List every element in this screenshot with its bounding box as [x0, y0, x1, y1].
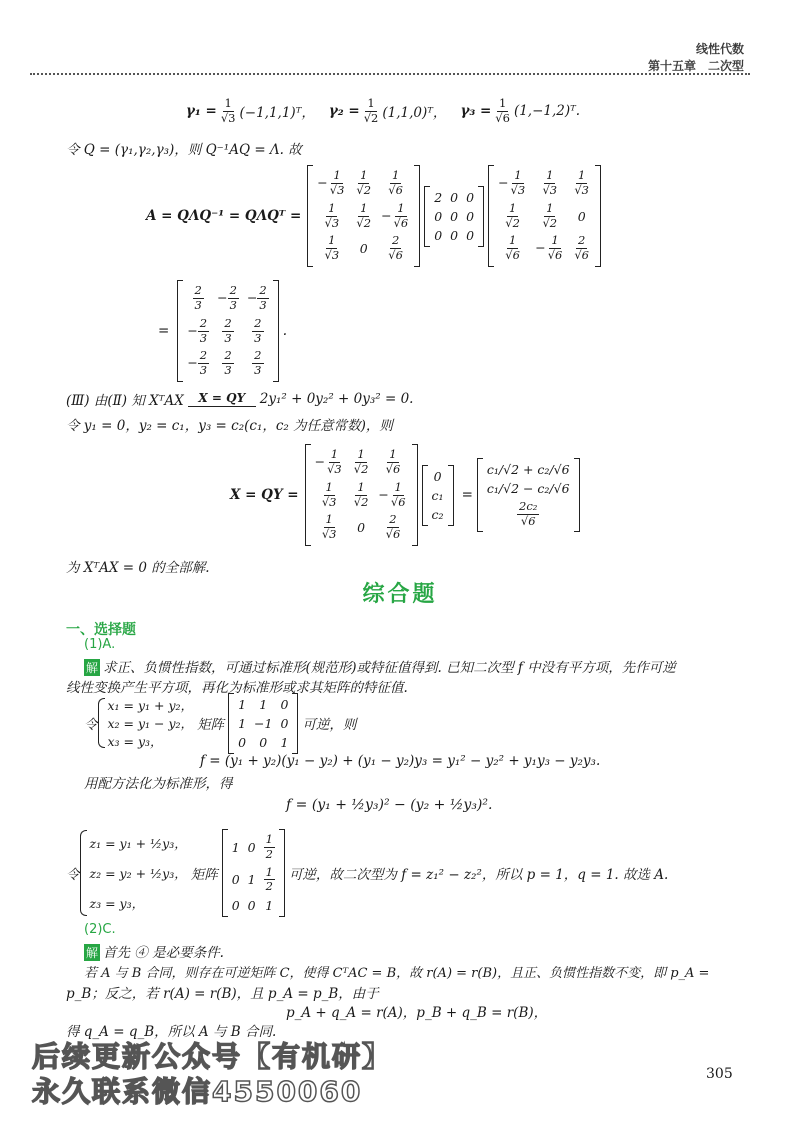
- matrix-q: [307, 165, 420, 267]
- q1-substitution: [84, 697, 356, 749]
- matrix-cell: 0: [238, 734, 247, 750]
- a-eq-label: A = QΛQ⁻¹ = QΛQᵀ =: [146, 208, 302, 224]
- f-square-form: f = (y₁ + ½y₃)² − (y₂ + ½y₃)².: [286, 797, 493, 813]
- q2-line2: 若 A 与 B 合同，则存在可逆矩阵 C，使得 CᵀAC = B，故 r(A) = r(B)，且正、负惯性指数不变，即 p_A =: [84, 966, 710, 981]
- chapter-title: 第十五章 二次型: [647, 59, 744, 73]
- matrix-cell: 0: [433, 468, 442, 484]
- q2-line3: p_B；反之，若 r(A) = r(B)，且 p_A = p_B，由于: [66, 986, 379, 1002]
- matrix-cell: − $\frac{1}{√6}$: [381, 200, 409, 230]
- a-result: [158, 278, 287, 384]
- eq-sign-2: =: [461, 487, 473, 503]
- matrix-cell: 0: [466, 208, 475, 224]
- matrix-cell: 0: [247, 898, 256, 914]
- a-decomposition: [146, 158, 601, 274]
- matrix-cell: $\frac{1}{√2}$: [353, 479, 369, 509]
- matrix-q-transpose: [488, 165, 601, 267]
- solution-badge: 解: [86, 661, 99, 675]
- matrix-cell: 1: [238, 696, 247, 712]
- vector-x: [477, 458, 580, 533]
- let-word: 令: [84, 717, 98, 733]
- watermark-line1: 后续更新公众号【有机研】: [32, 1040, 393, 1073]
- matrix-cell: $\frac{1}{√6}$: [385, 447, 401, 476]
- matrix-substitution-2: [222, 829, 285, 917]
- matrix-cell: $\frac{2}{√6}$: [388, 233, 403, 263]
- matrix-cell: 0: [577, 208, 586, 224]
- matrix-cell: − $\frac{2}{3}$: [187, 348, 208, 378]
- matrix-word-2: 矩阵: [190, 867, 218, 883]
- matrix-cell: $\frac{\text{2c₂}}{√6}$: [519, 498, 538, 528]
- f-expansion: f = (y₁ + y₂)(y₁ − y₂) + (y₁ − y₂)y₃ = y₁² − y₂² + y₁y₃ − y₂y₃.: [200, 753, 601, 769]
- q2-solution-line1: 解 首先 ④ 是必要条件.: [86, 945, 224, 961]
- matrix-cell: 1: [259, 696, 268, 712]
- matrix-cell: $\frac{2}{3}$: [224, 348, 232, 378]
- matrix-q-repeat: [305, 444, 418, 546]
- book-title: 线性代数: [695, 42, 744, 56]
- matrix-cell: 0: [450, 227, 459, 243]
- matrix-cell: $\frac{1}{2}$: [265, 831, 273, 861]
- matrix-cell: 0: [280, 696, 289, 712]
- invertible-text: 可逆，则: [302, 717, 357, 733]
- matrix-cell: − $\frac{2}{3}$: [187, 315, 208, 345]
- vector-c: [422, 465, 454, 526]
- gamma2-frac: $\frac{1}{√2}$: [363, 96, 379, 125]
- x-eq-label: X = QY =: [230, 487, 299, 503]
- matrix-cell: $\frac{1}{√3}$: [542, 168, 558, 197]
- matrix-cell: c₁/√2 − c₂/√6: [486, 480, 570, 496]
- let-y-line: 令 y₁ = 0，y₂ = c₁，y₃ = c₂(c₁，c₂ 为任意常数)，则: [66, 418, 393, 434]
- matrix-cell: 0: [434, 208, 443, 224]
- q2-answer: (2)C.: [84, 922, 116, 937]
- matrix-cell: $\frac{1}{√6}$: [388, 168, 403, 197]
- matrix-cell: $\frac{2}{3}$: [254, 348, 262, 378]
- q2-line4: p_A + q_A = r(A)，p_B + q_B = r(B)，: [286, 1005, 548, 1021]
- matrix-cell: 0: [466, 227, 475, 243]
- matrix-cell: 2: [434, 189, 443, 205]
- gamma2-label: γ₂ =: [328, 103, 360, 120]
- matrix-cell: 0: [231, 898, 240, 914]
- matrix-cell: $\frac{1}{2}$: [265, 864, 273, 894]
- matrix-cell: c₁: [431, 487, 444, 503]
- matrix-cell: $\frac{2}{3}$: [224, 315, 232, 345]
- q2-line5: 得 q_A = q_B，所以 A 与 B 合同.: [66, 1024, 277, 1040]
- q1-solution-line1: 解 求正、负惯性指数，可通过标准形(规范形)或特征值得到. 已知二次型 f 中没有平方项，先作可逆: [86, 660, 676, 676]
- matrix-cell: $\frac{1}{√2}$: [356, 200, 372, 230]
- matrix-lambda: [424, 186, 484, 247]
- matrix-cell: $\frac{2}{√6}$: [385, 512, 401, 542]
- matrix-cell: c₁/√2 + c₂/√6: [486, 461, 570, 477]
- matrix-cell: $\frac{1}{√3}$: [321, 512, 337, 542]
- matrix-cell: − $\frac{1}{√6}$: [535, 233, 563, 263]
- transform-arrow: X = QY: [188, 391, 256, 407]
- system-z: z₁ = y₁ + ½y₃， z₂ = y₂ + ½y₃， z₃ = y₃，: [80, 828, 187, 918]
- matrix-cell: $\frac{1}{√3}$: [324, 233, 340, 263]
- matrix-cell: 1: [265, 898, 274, 914]
- matrix-word: 矩阵: [197, 717, 225, 733]
- matrix-cell: $\frac{1}{√2}$: [505, 200, 520, 230]
- gamma3-frac: $\frac{1}{√6}$: [495, 96, 510, 125]
- matrix-cell: $\frac{2}{3}$: [194, 283, 202, 312]
- conclusion-line: 为 XᵀAX = 0 的全部解.: [66, 560, 210, 576]
- matrix-cell: $\frac{2}{√6}$: [574, 233, 589, 263]
- matrix-cell: − $\frac{1}{√6}$: [378, 479, 406, 509]
- section-title: 综合题: [362, 582, 438, 607]
- matrix-cell: $\frac{1}{√6}$: [505, 233, 520, 263]
- solution-badge-2: 解: [86, 946, 99, 960]
- q1-solution-line2: 线性变换产生平方项，再化为标准形或求其矩阵的特征值.: [66, 680, 408, 696]
- matrix-cell: 0: [434, 227, 443, 243]
- matrix-cell: − $\frac{1}{√3}$: [317, 168, 345, 197]
- matrix-cell: $\frac{1}{√3}$: [324, 200, 340, 230]
- gamma3-vec: (1,−1,2)ᵀ.: [513, 103, 581, 120]
- gamma1-label: γ₁ =: [186, 103, 217, 120]
- matrix-cell: c₂: [431, 506, 444, 522]
- matrix-cell: − $\frac{1}{√3}$: [314, 447, 342, 476]
- gamma1-vec: (−1,1,1)ᵀ，: [239, 105, 315, 122]
- system-x: x₁ = y₁ + y₂， x₂ = y₁ − y₂， x₃ = y₃，: [98, 696, 194, 750]
- matrix-cell: 0: [247, 839, 256, 855]
- matrix-cell: 0: [259, 734, 268, 750]
- matrix-cell: $\frac{1}{√3}$: [321, 479, 337, 509]
- choice-heading: 一、选择题: [66, 622, 136, 638]
- matrix-cell: 0: [231, 872, 240, 888]
- eq-sign: =: [158, 323, 170, 339]
- gamma3-label: γ₃ =: [460, 103, 492, 120]
- matrix-cell: 0: [359, 241, 368, 257]
- part3-prefix: (Ⅲ) 由(Ⅱ) 知 XᵀAX: [66, 393, 184, 409]
- let-q-line: 令 Q = (γ₁,γ₂,γ₃)，则 Q⁻¹AQ = Λ. 故: [66, 142, 302, 158]
- matrix-cell: − $\frac{2}{3}$: [246, 283, 267, 312]
- q1-answer: (1)A.: [84, 637, 116, 652]
- gamma-definitions: [186, 97, 580, 126]
- matrix-cell: 1: [238, 715, 247, 731]
- matrix-cell: $\frac{1}{√2}$: [542, 200, 558, 230]
- matrix-cell: 1: [247, 872, 256, 888]
- x-solution: [230, 437, 580, 553]
- matrix-a: [177, 280, 278, 382]
- final-conclusion: 可逆，故二次型为 f = z₁² − z₂²，所以 p = 1，q = 1. 故选 A.: [288, 867, 669, 883]
- matrix-cell: 0: [357, 520, 366, 536]
- completing-text: 用配方法化为标准形，得: [84, 776, 233, 792]
- q1-substitution-2: [66, 827, 668, 919]
- watermark-line2: 永久联系微信4550060: [32, 1075, 363, 1108]
- matrix-cell: 1: [231, 839, 240, 855]
- period: .: [282, 323, 288, 339]
- matrix-cell: $\frac{1}{√2}$: [356, 168, 372, 197]
- matrix-cell: 0: [466, 189, 475, 205]
- header-divider: [30, 73, 750, 75]
- matrix-cell: − $\frac{1}{√3}$: [498, 168, 526, 197]
- matrix-cell: 0: [450, 189, 459, 205]
- matrix-cell: − $\frac{2}{3}$: [217, 283, 237, 312]
- gamma2-vec: (1,1,0)ᵀ，: [382, 105, 447, 122]
- let-word-2: 令: [66, 867, 80, 883]
- matrix-cell: −1: [254, 715, 273, 731]
- matrix-substitution: [228, 693, 298, 754]
- matrix-cell: $\frac{1}{√3}$: [574, 168, 589, 197]
- page-number: 305: [706, 1066, 733, 1082]
- matrix-cell: 1: [280, 734, 289, 750]
- part3-suffix: 2y₁² + 0y₂² + 0y₃² = 0.: [259, 391, 414, 407]
- matrix-cell: 0: [450, 208, 459, 224]
- matrix-cell: $\frac{2}{3}$: [254, 315, 262, 345]
- matrix-cell: 0: [280, 715, 289, 731]
- gamma1-frac: $\frac{1}{√3}$: [220, 96, 236, 125]
- part3-line: [66, 389, 413, 409]
- matrix-cell: $\frac{1}{√2}$: [353, 447, 369, 476]
